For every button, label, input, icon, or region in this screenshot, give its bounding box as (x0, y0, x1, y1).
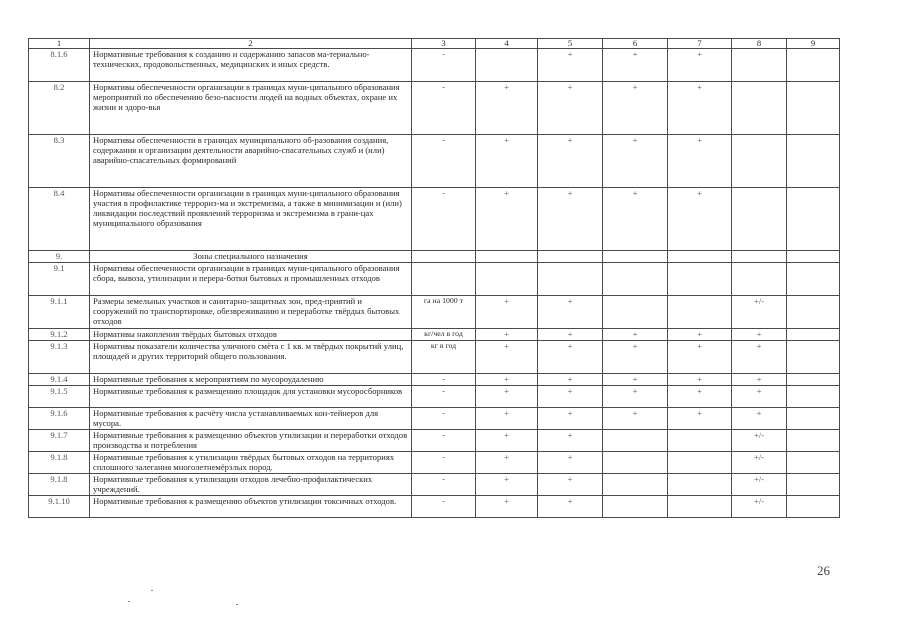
col-7-mark: + (668, 188, 732, 251)
table-header-row (29, 39, 840, 49)
row-unit: - (412, 135, 476, 188)
row-unit: - (412, 386, 476, 408)
column-header: 8 (732, 39, 787, 49)
col-8-mark: + (732, 408, 787, 430)
scan-speck (151, 590, 153, 591)
col-5-mark: + (538, 430, 603, 452)
col-5-mark: + (538, 135, 603, 188)
col-5-mark: + (538, 496, 603, 518)
table-row (29, 49, 840, 82)
col-7-mark (668, 296, 732, 329)
row-number: 8.2 (29, 82, 90, 135)
row-number: 9.1.5 (29, 386, 90, 408)
row-number: 9.1.10 (29, 496, 90, 518)
col-5-mark: + (538, 341, 603, 374)
table-row (29, 496, 840, 518)
table-row (29, 374, 840, 386)
table-row (29, 408, 840, 430)
row-description: Нормативные требования к размещению площадок для установки мусоросборников (90, 386, 412, 408)
table-row (29, 263, 840, 296)
table-row (29, 82, 840, 135)
row-description: Нормативные требования к расчёту числа устанавливаемых кон-тейнеров для мусора. (90, 408, 412, 430)
col-4-mark: + (476, 386, 538, 408)
col-8-mark: +/- (732, 474, 787, 496)
col-9-mark (787, 341, 840, 374)
col-6-mark (603, 430, 668, 452)
scan-speck (236, 604, 238, 605)
col-8-mark: +/- (732, 430, 787, 452)
column-header: 2 (90, 39, 412, 49)
col-8-mark: +/- (732, 496, 787, 518)
col-9-mark (787, 452, 840, 474)
table-row (29, 430, 840, 452)
col-8-mark: +/- (732, 296, 787, 329)
column-header: 6 (603, 39, 668, 49)
row-unit: - (412, 408, 476, 430)
col-8-mark (732, 263, 787, 296)
col-8-mark (732, 135, 787, 188)
row-description: Зоны специального назначения (90, 251, 412, 263)
col-5-mark: + (538, 188, 603, 251)
page-number: 26 (817, 563, 830, 578)
table-row (29, 188, 840, 251)
norms-table (28, 38, 840, 518)
col-6-mark (603, 296, 668, 329)
col-8-mark (732, 82, 787, 135)
column-header: 3 (412, 39, 476, 49)
col-6-mark: + (603, 386, 668, 408)
table-row (29, 329, 840, 341)
row-unit: кг/чел в год (412, 329, 476, 341)
col-4-mark: + (476, 329, 538, 341)
table-row (29, 386, 840, 408)
row-number: 9.1.7 (29, 430, 90, 452)
col-4-mark: + (476, 135, 538, 188)
section-row (29, 251, 840, 263)
col-5-mark (538, 263, 603, 296)
column-header: 9 (787, 39, 840, 49)
col-7-mark: + (668, 329, 732, 341)
col-6-mark (603, 263, 668, 296)
row-description: Нормативы накопления твёрдых бытовых отходов (90, 329, 412, 341)
col-7-mark (668, 474, 732, 496)
col-7-mark: + (668, 49, 732, 82)
col-4-mark: + (476, 408, 538, 430)
col-4-mark (476, 263, 538, 296)
col-7-mark (668, 452, 732, 474)
col-5-mark: + (538, 374, 603, 386)
row-number: 8.3 (29, 135, 90, 188)
column-header: 1 (29, 39, 90, 49)
col-4-mark: + (476, 496, 538, 518)
col-4-mark: + (476, 430, 538, 452)
col-6-mark: + (603, 374, 668, 386)
row-description: Нормативные требования к утилизации твёрдых бытовых отходов на территориях сплошного залегания многолетнемёрзлых пород. (90, 452, 412, 474)
col-4-mark: + (476, 474, 538, 496)
col-6-mark (603, 496, 668, 518)
col-7-mark: + (668, 341, 732, 374)
row-unit: - (412, 49, 476, 82)
col-6-mark: + (603, 82, 668, 135)
col-7-mark (668, 430, 732, 452)
col-8-mark: + (732, 386, 787, 408)
row-unit: - (412, 452, 476, 474)
col-9-mark (787, 474, 840, 496)
row-unit: га на 1000 т (412, 296, 476, 329)
row-unit (412, 251, 476, 263)
col-6-mark: + (603, 329, 668, 341)
row-number: 9.1 (29, 263, 90, 296)
table-row (29, 296, 840, 329)
row-description: Нормативные требования к созданию и содержанию запасов ма-териально-технических, продовольственных, медицинских и иных средств. (90, 49, 412, 82)
col-9-mark (787, 82, 840, 135)
row-description: Нормативные требования к размещению объектов утилизации и переработки отходов производства и потребления (90, 430, 412, 452)
col-5-mark: + (538, 82, 603, 135)
col-5-mark: + (538, 452, 603, 474)
col-9-mark (787, 329, 840, 341)
col-9-mark (787, 296, 840, 329)
col-8-mark: +/- (732, 452, 787, 474)
col-8-mark: + (732, 329, 787, 341)
table-row (29, 452, 840, 474)
column-header: 5 (538, 39, 603, 49)
col-6-mark: + (603, 341, 668, 374)
col-8-mark: + (732, 374, 787, 386)
row-unit: - (412, 82, 476, 135)
col-9-mark (787, 188, 840, 251)
col-4-mark: + (476, 374, 538, 386)
col-4-mark: + (476, 341, 538, 374)
col-5-mark: + (538, 329, 603, 341)
col-5-mark: + (538, 474, 603, 496)
col-7-mark: + (668, 374, 732, 386)
row-description: Нормативы показатели количества уличного смёта с 1 кв. м твёрдых покрытий улиц, площадей и других территорий общего пользования. (90, 341, 412, 374)
table-row (29, 474, 840, 496)
col-8-mark (732, 188, 787, 251)
col-4-mark: + (476, 296, 538, 329)
col-9-mark (787, 251, 840, 263)
col-5-mark: + (538, 49, 603, 82)
row-description: Нормативные требования к размещению объектов утилизации токсичных отходов. (90, 496, 412, 518)
col-6-mark (603, 452, 668, 474)
col-5-mark: + (538, 386, 603, 408)
col-5-mark: + (538, 296, 603, 329)
col-9-mark (787, 263, 840, 296)
col-6-mark (603, 251, 668, 263)
row-number: 9.1.4 (29, 374, 90, 386)
row-unit: - (412, 374, 476, 386)
row-unit: кг в год (412, 341, 476, 374)
row-description: Нормативные требования к мероприятиям по мусороудалению (90, 374, 412, 386)
row-description: Нормативы обеспеченности в границах муниципального об-разования создания, содержания и организации деятельности аварийно-спасательных служб и (или) аварийно-спасательных формирований (90, 135, 412, 188)
row-description: Нормативы обеспеченности организации в границах муни-ципального образования мероприятий по обеспечению безо-пасности людей на водных объектах, охране их жизни и здоро-вья (90, 82, 412, 135)
col-7-mark (668, 496, 732, 518)
col-9-mark (787, 374, 840, 386)
row-number: 9.1.6 (29, 408, 90, 430)
row-unit: - (412, 430, 476, 452)
row-unit: - (412, 496, 476, 518)
col-8-mark (732, 251, 787, 263)
col-7-mark: + (668, 386, 732, 408)
col-6-mark: + (603, 408, 668, 430)
row-number: 9. (29, 251, 90, 263)
col-7-mark: + (668, 82, 732, 135)
col-9-mark (787, 135, 840, 188)
col-4-mark: + (476, 452, 538, 474)
row-number: 9.1.8 (29, 474, 90, 496)
column-header: 4 (476, 39, 538, 49)
col-7-mark: + (668, 408, 732, 430)
row-number: 8.1.6 (29, 49, 90, 82)
col-5-mark: + (538, 408, 603, 430)
col-9-mark (787, 430, 840, 452)
row-number: 9.1.2 (29, 329, 90, 341)
row-unit: - (412, 188, 476, 251)
col-9-mark (787, 408, 840, 430)
col-8-mark: + (732, 341, 787, 374)
col-6-mark: + (603, 188, 668, 251)
col-5-mark (538, 251, 603, 263)
col-4-mark: + (476, 188, 538, 251)
col-6-mark: + (603, 49, 668, 82)
table-row (29, 135, 840, 188)
col-9-mark (787, 386, 840, 408)
col-6-mark (603, 474, 668, 496)
col-4-mark (476, 251, 538, 263)
col-7-mark (668, 251, 732, 263)
row-number: 8.4 (29, 188, 90, 251)
row-description: Нормативные требования к утилизации отходов лечебно-профилактических учреждений. (90, 474, 412, 496)
table-row (29, 341, 840, 374)
col-9-mark (787, 496, 840, 518)
col-7-mark: + (668, 135, 732, 188)
column-header: 7 (668, 39, 732, 49)
scan-speck (128, 601, 130, 602)
row-number: 9.1.1 (29, 296, 90, 329)
row-description: Нормативы обеспеченности организации в границах муни-ципального образования участия в профилактике террориз-ма и экстремизма, а также в минимизации и (или) ликвидации последствий проявлений терроризма и экстремизма в грани-цах муниципального образования (90, 188, 412, 251)
col-8-mark (732, 49, 787, 82)
row-number: 9.1.3 (29, 341, 90, 374)
col-4-mark (476, 49, 538, 82)
col-9-mark (787, 49, 840, 82)
row-description: Нормативы обеспеченности организации в границах муни-ципального образования сбора, вывоза, утилизации и перера-ботки бытовых и промышленных отходов (90, 263, 412, 296)
col-6-mark: + (603, 135, 668, 188)
row-number: 9.1.8 (29, 452, 90, 474)
row-unit (412, 263, 476, 296)
row-description: Размеры земельных участков и санитарно-защитных зон, пред-приятий и сооружений по транспортировке, обезвреживанию и переработке твёрдых бытовых отходов (90, 296, 412, 329)
row-unit: - (412, 474, 476, 496)
col-4-mark: + (476, 82, 538, 135)
col-7-mark (668, 263, 732, 296)
